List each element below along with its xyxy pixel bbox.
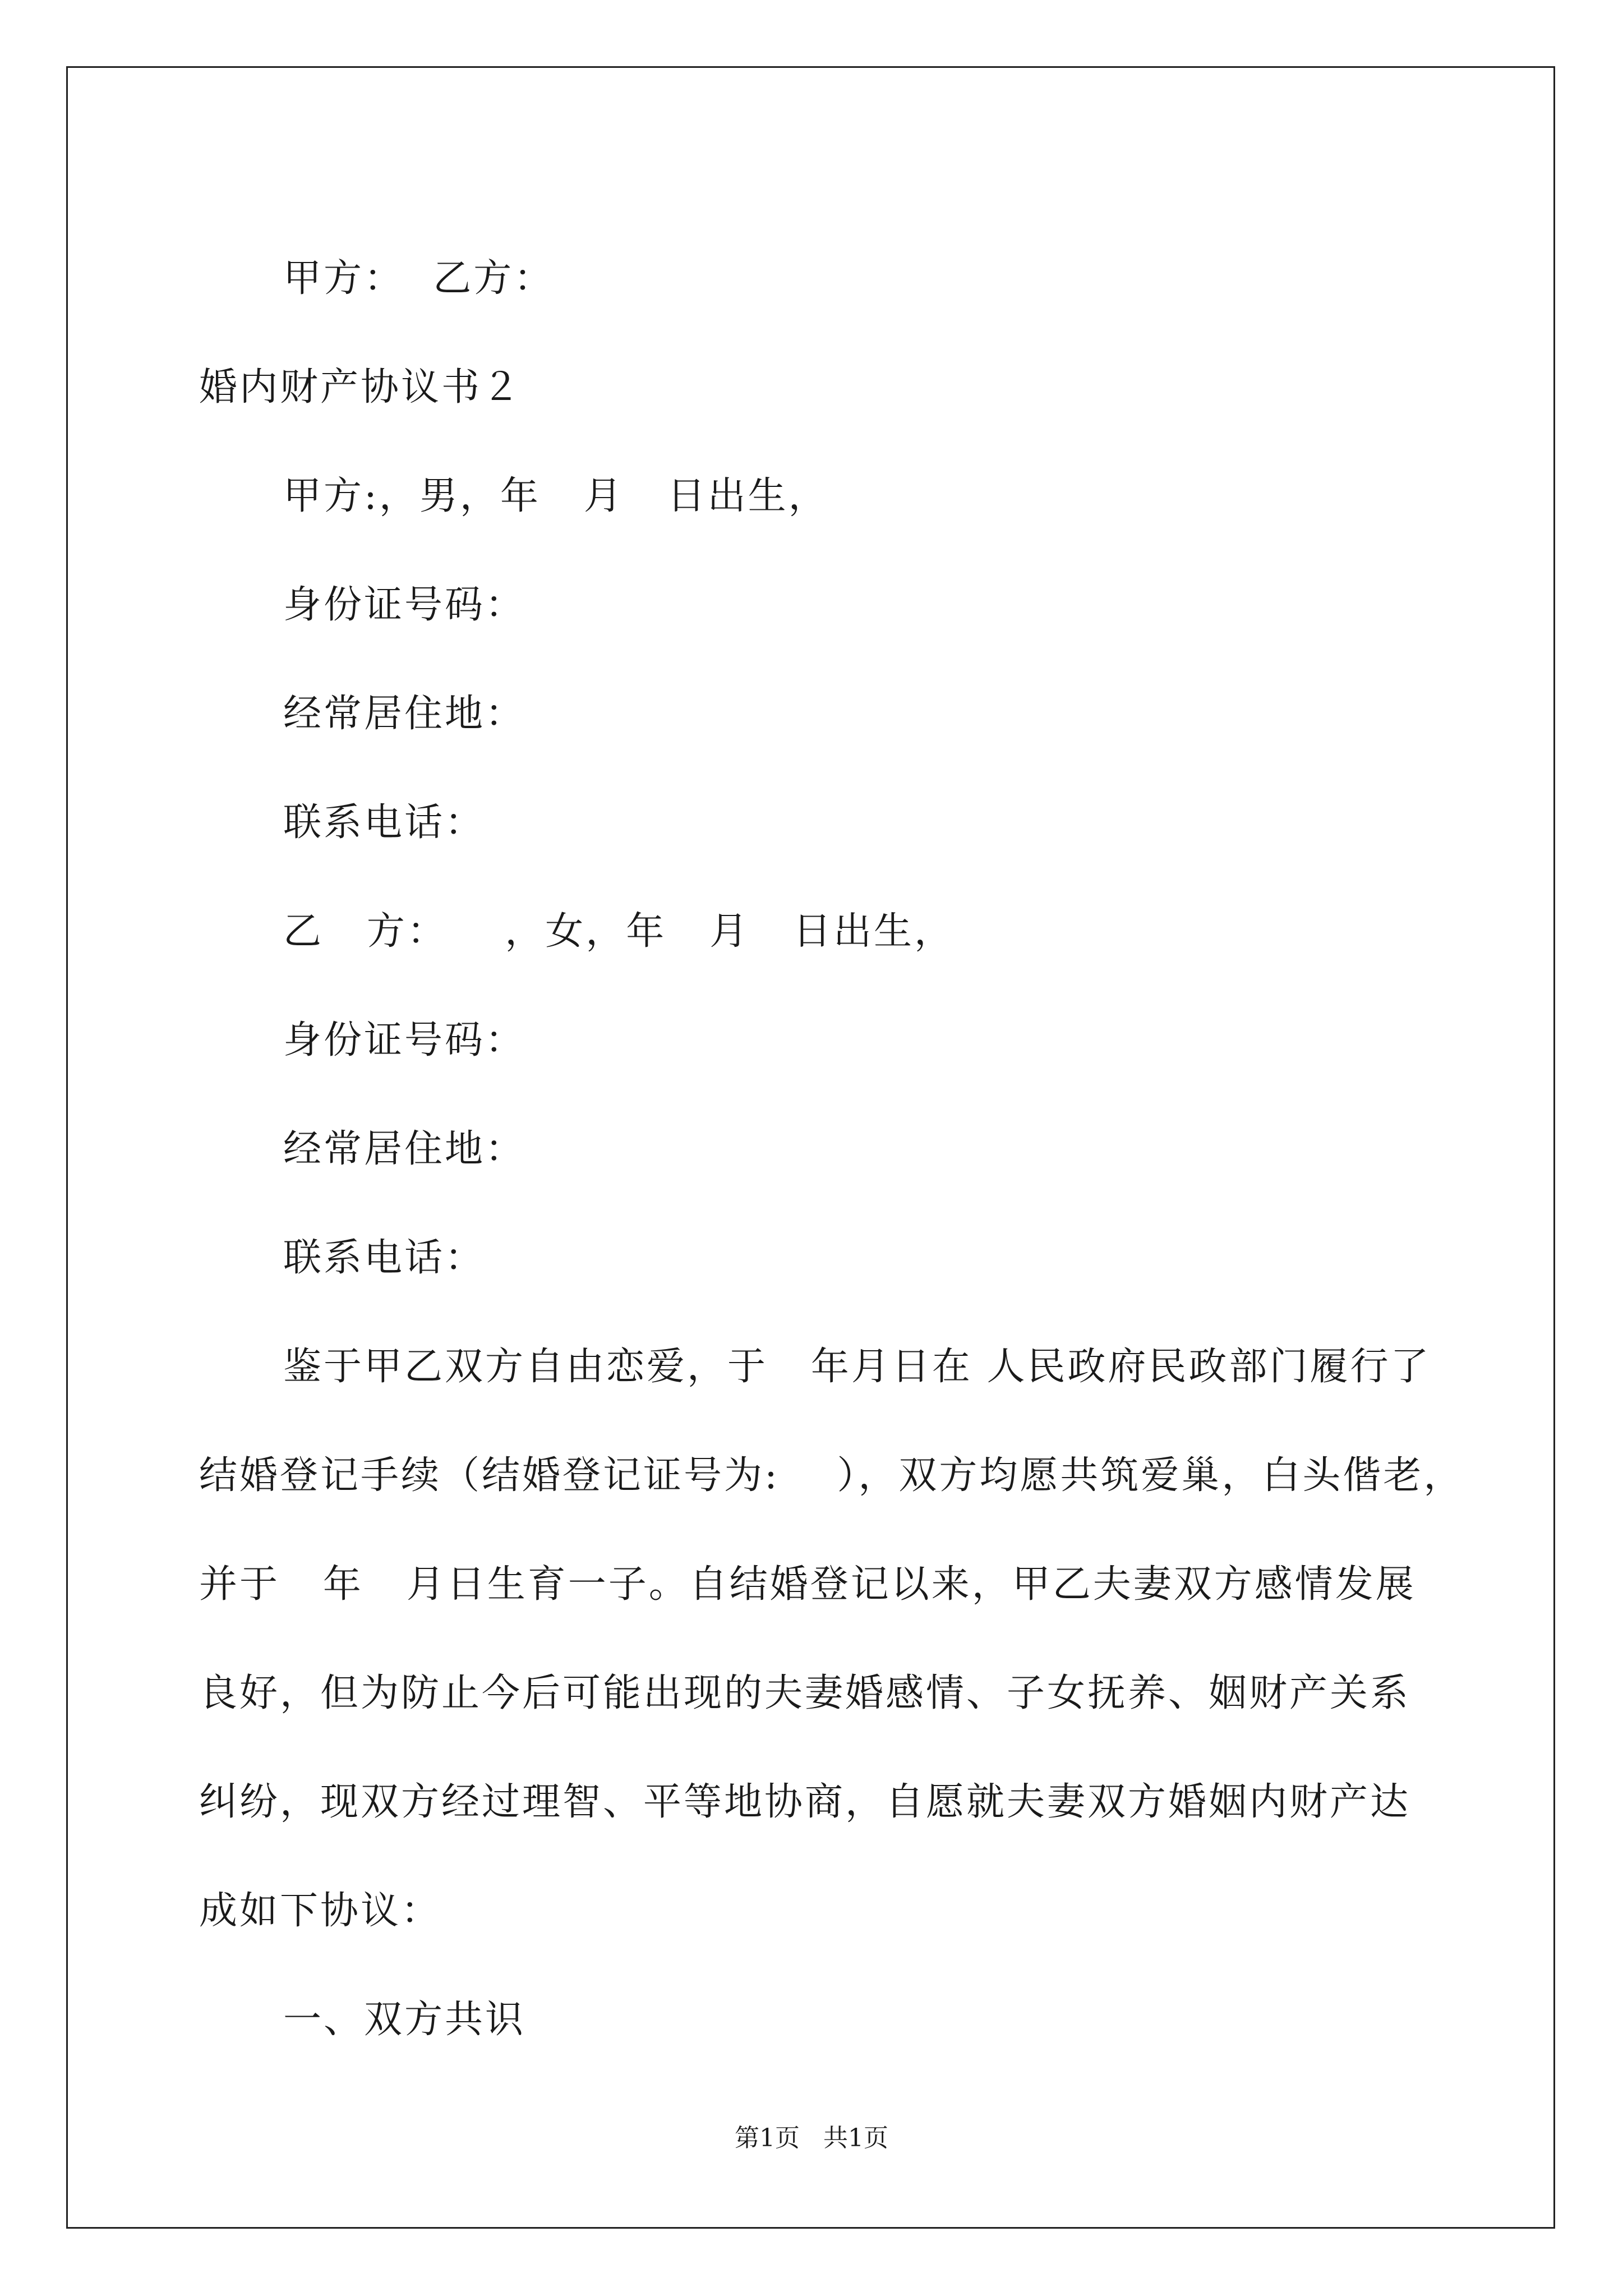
party-a-id-number: 身份证号码： bbox=[283, 583, 526, 627]
party-a-residence: 经常居住地： bbox=[283, 692, 526, 736]
parties-line: 甲方： 乙方： bbox=[283, 256, 555, 301]
party-b-info: 乙 方： ，女，年 月 日出生， bbox=[283, 909, 955, 954]
section-heading: 一、双方共识 bbox=[283, 1998, 526, 2042]
party-b-residence: 经常居住地： bbox=[283, 1127, 526, 1171]
preamble-paragraph bbox=[199, 1313, 1464, 1966]
paragraph-line: 并于 年 月日生育一子。自结婚登记以来，甲乙夫妻双方感情发展 bbox=[199, 1562, 1416, 1607]
paragraph-line: 成如下协议： bbox=[199, 1889, 442, 1933]
paragraph-line: 鉴于甲乙双方自由恋爱，于 年月日在 人民政府民政部门履行了 bbox=[283, 1345, 1431, 1389]
party-a-phone: 联系电话： bbox=[283, 800, 486, 845]
party-b-id-number: 身份证号码： bbox=[283, 1018, 526, 1062]
paragraph-line: 良好，但为防止今后可能出现的夫妻婚感情、子女抚养、姻财产关系 bbox=[199, 1671, 1411, 1715]
document-title: 婚内财产协议书２ bbox=[199, 365, 523, 409]
party-b-phone: 联系电话： bbox=[283, 1236, 486, 1280]
document-body bbox=[199, 224, 1464, 2074]
paragraph-line: 结婚登记手续（结婚登记证号为: ），双方均愿共筑爱巢，白头偕老， bbox=[199, 1453, 1464, 1498]
party-a-info: 甲方:，男，年 月 日出生， bbox=[283, 474, 829, 518]
paragraph-line: 纠纷，现双方经过理智、平等地协商，自愿就夫妻双方婚姻内财产达 bbox=[199, 1780, 1411, 1824]
page-number-footer: 第1页 共1页 bbox=[735, 2124, 888, 2152]
